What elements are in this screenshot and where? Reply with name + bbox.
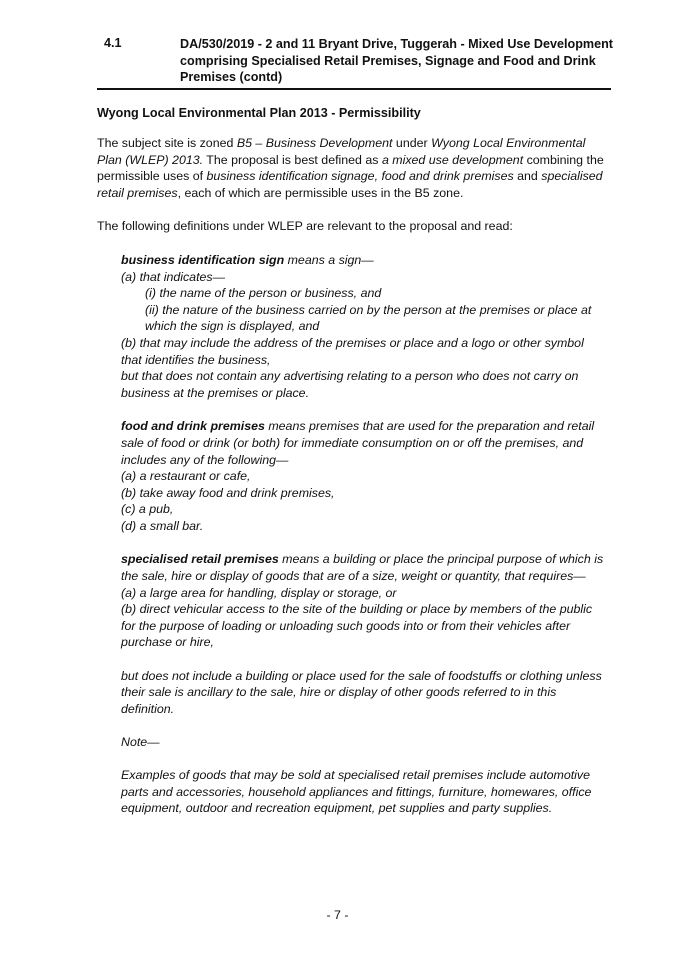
text-run: The proposal is best defined as (203, 152, 382, 167)
definitions-intro: The following definitions under WLEP are relevant to the proposal and read: (97, 219, 513, 234)
definition-intro: means a sign— (284, 252, 374, 267)
definition-clause: (a) a restaurant or cafe, (121, 469, 251, 484)
text-run: , each of which are permissible uses in the B5 zone. (177, 185, 464, 200)
definition-intro: means a building or place the principal purpose of which is the sale, hire or display of goods that are of a size, weight or quantity, that requires— (121, 552, 604, 584)
definition-clause: (b) take away food and drink premises, (121, 485, 335, 500)
use-definition: a mixed use development (381, 152, 524, 167)
header-divider (97, 88, 611, 90)
definitions-list (121, 252, 607, 817)
definition-exclusion: but that does not contain any advertising relating to a person who does not carry on business at the premises or place. (121, 369, 579, 400)
permissible-uses: business identification signage, food and drink premises (206, 169, 514, 184)
definition-exclusion: but does not include a building or place used for the sale of foodstuffs or clothing unless their sale is ancillary to the sale, hire or display of other goods referred to in this definition. (121, 668, 602, 716)
definition-clause: (b) that may include the address of the premises or place and a logo or other symbol that identifies the business, (121, 335, 584, 367)
definition-clause: (a) that indicates— (121, 269, 225, 284)
definition-specialised-retail-premises (121, 551, 607, 817)
definition-clause: (a) a large area for handling, display or storage, or (121, 585, 397, 600)
definition-subclause: (i) the name of the person or business, and (145, 286, 382, 301)
text-run: combining the permissible uses of (97, 152, 604, 184)
note-label: Note— (121, 735, 160, 749)
page-number: - 7 - (326, 908, 349, 922)
definition-food-and-drink-premises (121, 418, 607, 534)
section-heading: Wyong Local Environmental Plan 2013 - Permissibility (97, 106, 421, 120)
zoning-paragraph (97, 135, 607, 201)
definition-clause: (b) direct vehicular access to the site of the building or place by members of the public for the purpose of loading or unloading such goods into or from their vehicles after purchase or hire, (121, 602, 593, 650)
spacer (121, 717, 607, 734)
definition-clause: (c) a pub, (121, 502, 174, 517)
text-run: The subject site is zoned (97, 136, 237, 150)
definition-business-identification-sign (121, 252, 607, 401)
item-number: 4.1 (104, 36, 122, 50)
definition-term: food and drink premises (121, 419, 265, 434)
document-body (97, 105, 607, 834)
zone-name: B5 – Business Development (236, 136, 393, 150)
text-run: and (513, 169, 542, 184)
text-run: under (392, 136, 432, 150)
plan-name: Wyong Local Environmental Plan (WLEP) 2013. (97, 136, 586, 167)
spacer (121, 751, 607, 768)
note-text: Examples of goods that may be sold at specialised retail premises include automotive parts and accessories, household appliances and fittings, furniture, homewares, office equipment, outdoor and recreation equipment, pet supplies and party supplies. (121, 768, 592, 816)
definition-subclause: (ii) the nature of the business carried on by the person at the premises or place at which the sign is displayed, and (145, 302, 592, 334)
definition-intro: means premises that are used for the preparation and retail sale of food or drink (or both) for immediate consumption on or off the premises, and includes any of the following— (121, 419, 595, 467)
definition-clause: (d) a small bar. (121, 518, 204, 533)
definition-term: specialised retail premises (121, 552, 279, 567)
definition-term: business identification sign (121, 252, 285, 267)
spacer (121, 651, 607, 668)
item-title: DA/530/2019 - 2 and 11 Bryant Drive, Tuggerah - Mixed Use Development comprising Specialised Retail Premises, Signage and Food and Drink Premises (contd) (180, 37, 614, 85)
permissible-use-retail: specialised retail premises (97, 169, 603, 200)
